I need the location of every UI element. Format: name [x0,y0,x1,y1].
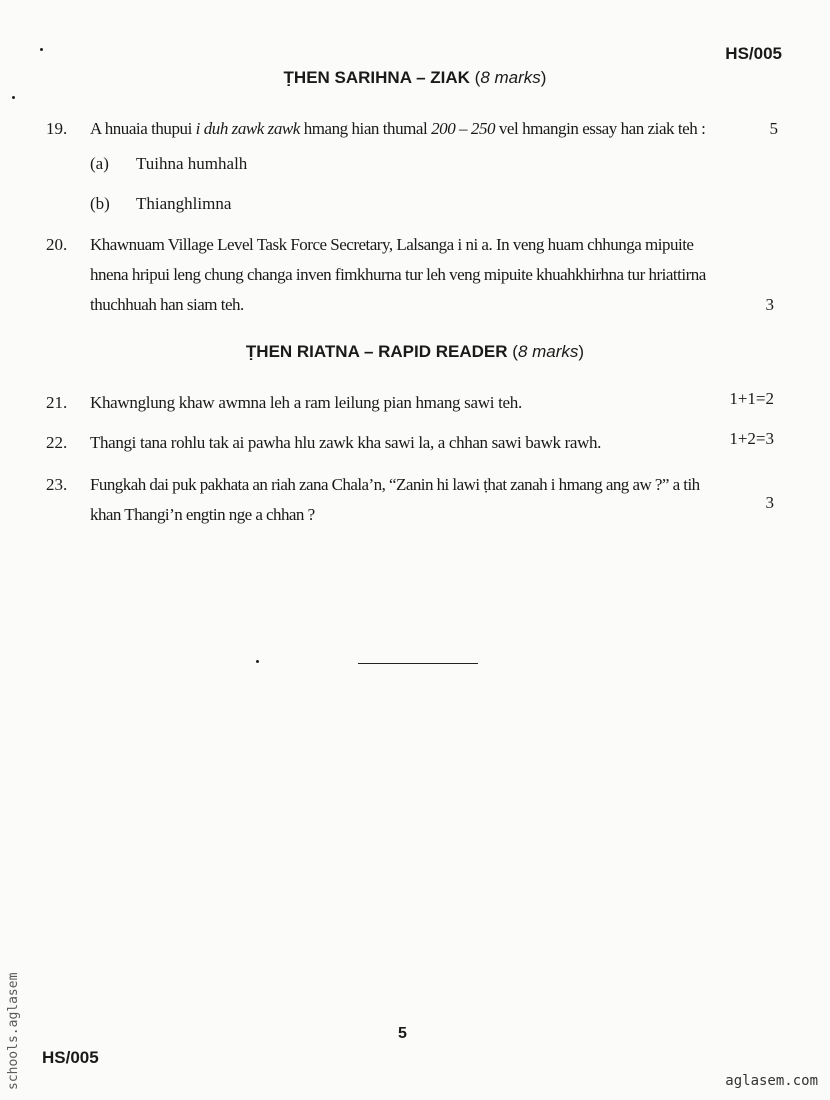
option-text: Thianghlimna [136,194,232,213]
scan-dot [40,48,43,51]
question-text: Thangi tana rohlu tak ai pawha hlu zawk kha sawi la, a chhan sawi bawk rawh. [90,433,602,452]
question-number: 21. [46,393,68,412]
question-23 [0,470,830,532]
question-21 [0,388,830,418]
question-19 [0,114,830,144]
paper-code-bottom: HS/005 [42,1048,99,1067]
option-a [90,154,248,174]
question-number: 20. [46,235,68,254]
section-title: ṬHEN SARIHNA – ZIAK [283,68,470,87]
side-watermark: schools.aglasem [6,972,21,1090]
question-marks: 3 [765,295,774,314]
page-number: 5 [398,1025,407,1042]
section-title: ṬHEN RIATNA – RAPID READER [245,342,508,361]
question-marks: 5 [769,119,778,138]
section-heading-rapid-reader [0,342,830,362]
question-number: 22. [46,433,68,452]
end-of-section-rule [358,663,478,664]
question-number: 23. [46,475,68,494]
question-text: Khawnuam Village Level Task Force Secretary, Lalsanga i ni a. In veng huam chhunga mipuite hnena hripui leng chung changa inven fimkhurna tur leh veng mipuite khuahkhirhna tur hriattirna thuchhuah han siam teh. [90,235,706,314]
paper-code-top: HS/005 [725,44,782,63]
scan-dot [12,96,15,99]
question-number: 19. [46,119,68,138]
option-label: (a) [90,154,109,173]
section-heading-writing [0,68,830,88]
question-text: A hnuaia thupui i duh zawk zawk hmang hian thumal 200 – 250 vel hmangin essay han ziak teh : [90,119,706,138]
question-20 [0,230,830,322]
question-22 [0,428,830,458]
scan-dot [256,660,259,663]
question-marks: 3 [765,493,774,512]
footer-watermark: aglasem.com [725,1073,818,1089]
option-b [90,194,232,214]
option-label: (b) [90,194,110,213]
question-marks: 1+1=2 [729,389,774,408]
question-marks: 1+2=3 [729,429,774,448]
section-marks: (8 marks) [512,342,585,361]
option-text: Tuihna humhalh [136,154,248,173]
question-text: Fungkah dai puk pakhata an riah zana Chala’n, “Zanin hi lawi ṭhat zanah i hmang ang aw ?” a tih khan Thangi’n engtin nge a chhan ? [90,475,700,524]
question-text: Khawnglung khaw awmna leh a ram leilung pian hmang sawi teh. [90,393,522,412]
section-marks: (8 marks) [474,68,547,87]
